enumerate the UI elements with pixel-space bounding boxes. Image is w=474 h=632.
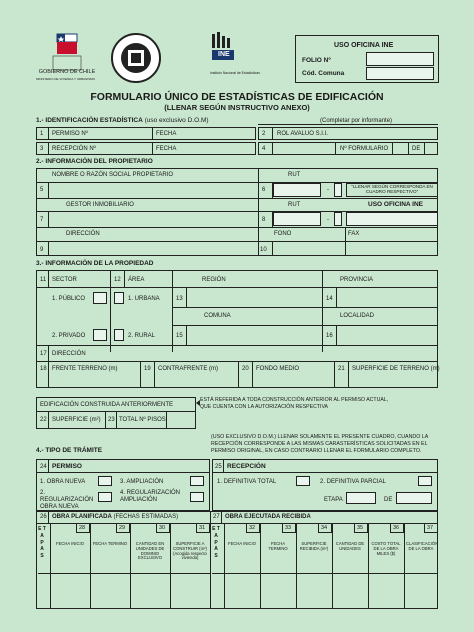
num-27: 27 — [213, 514, 220, 520]
ejecutada-col-label: CLASIFICACIÓN DE LA OBRA — [406, 541, 439, 551]
num-10: 10 — [260, 247, 267, 253]
rut-label-1: RUT — [288, 172, 301, 178]
num-12: 12 — [114, 277, 121, 283]
rut-dv-field-1[interactable] — [334, 183, 342, 197]
sector-label: SECTOR — [52, 277, 77, 283]
nota-text: "LLENAR SEGÚN CORRESPONDA EN CUADRO RESPECTIVO" — [351, 184, 433, 195]
num-1: 1 — [40, 131, 44, 137]
obra-planificada-title: OBRA PLANIFICADA — [52, 514, 112, 520]
fecha-label-2: FECHA — [156, 146, 177, 152]
num-18: 18 — [40, 366, 47, 372]
divider — [48, 459, 49, 472]
nformulario-label: Nº FORMULARIO — [340, 146, 389, 152]
ejecutada-col-number: 34 — [321, 525, 328, 531]
area-label: ÁREA — [128, 277, 145, 283]
section-1-title-text: 1.- IDENTIFICACIÓN ESTADÍSTICA — [36, 117, 143, 124]
contrafrente-label: CONTRAFRENTE (m) — [158, 366, 218, 372]
ejecutada-col-label: COSTO TOTAL DE LA OBRA MILES ($) — [371, 541, 401, 556]
num-23: 23 — [108, 417, 115, 423]
num-16: 16 — [326, 333, 333, 339]
rut-label-2: RUT — [288, 202, 301, 208]
divider — [90, 523, 91, 609]
divider — [212, 573, 438, 574]
num-7: 7 — [40, 217, 44, 223]
dash: - — [327, 187, 329, 193]
section-1-right-note: (Completar por informante) — [320, 118, 393, 124]
etapa-de-label: DE — [384, 497, 393, 503]
divider — [48, 270, 49, 287]
sector-check-privado[interactable] — [93, 329, 107, 341]
folio-label: FOLIO Nº — [302, 57, 331, 64]
sector-check-publico[interactable] — [93, 292, 107, 304]
de-label: DE — [412, 146, 421, 152]
divider — [48, 241, 49, 256]
num-21: 21 — [338, 366, 345, 372]
recepcion-label: RECEPCIÓN Nº — [52, 146, 96, 152]
frente-label: FRENTE TERRENO (m) — [52, 366, 118, 372]
recepcion-tramite-label: RECEPCIÓN — [227, 463, 266, 470]
divider — [166, 411, 167, 429]
divider — [48, 211, 49, 227]
divider — [336, 325, 337, 345]
obra-nueva-label: 1. OBRA NUEVA — [40, 479, 86, 485]
fondo-label: FONDO MEDIO — [256, 366, 299, 372]
divider — [36, 227, 438, 228]
check-definitiva-parcial[interactable] — [418, 476, 432, 486]
uso-oficina-field[interactable] — [346, 212, 438, 226]
divider — [223, 459, 224, 472]
etapa-field[interactable] — [346, 492, 376, 504]
divider — [408, 142, 409, 155]
divider — [224, 523, 225, 609]
divider — [221, 511, 222, 523]
ejecutada-col-label: FECHA INICIO — [228, 541, 256, 546]
area-check-urbana[interactable] — [114, 292, 124, 304]
edificacion-nota: ESTÁ REFERIDA A TODA CONSTRUCCIÓN ANTERIOR AL PERMISO ACTUAL, QUE CUENTA CON LA AUTORIZACIÓN RESPECTIVA — [200, 397, 389, 410]
comuna-code-field[interactable] — [366, 67, 434, 80]
obra-planificada-label — [52, 514, 178, 520]
divider — [36, 523, 438, 524]
privado-label: 2. PRIVADO — [52, 333, 86, 339]
divider — [172, 307, 438, 308]
obra-planificada-note: (FECHAS ESTIMADAS) — [113, 514, 179, 520]
ejecutada-col-label: FECHA TERMINO — [268, 541, 288, 551]
region-label: REGIÓN — [202, 277, 226, 283]
num-5: 5 — [40, 187, 44, 193]
regularizacion-obra-label: 2. REGULARIZACIÓN OBRA NUEVA — [40, 490, 94, 511]
planificada-col-label: CANTIDAD EN UNIDADES DE DOMINIO EXCLUSIVO — [135, 541, 165, 561]
etapa-label: ETAPA — [324, 497, 343, 503]
divider — [48, 411, 49, 429]
num-20: 20 — [242, 366, 249, 372]
divider — [368, 523, 369, 609]
gestor-label: GESTOR INMOBILIARIO — [66, 202, 134, 208]
section-4-nota: (USO EXCLUSIVO D.O.M.) LLENAR SOLAMENTE EL PRESENTE CUADRO, CUANDO LA RECEPCIÓN CORRESPONDE A LAS MISMAS CARASTERÍSTICAS SOLICITADAS EN EL PERMISO ORIGINAL, EN CASO CONTRARIO LLENAR EL FORMULARIO COMPLETO. — [211, 434, 429, 455]
divider — [124, 270, 125, 287]
divider — [172, 270, 173, 352]
arrow-icon — [196, 400, 200, 406]
etapa-de-field[interactable] — [396, 492, 432, 504]
fono-label: FONO — [274, 231, 292, 237]
num-2: 2 — [262, 131, 266, 137]
divider — [36, 241, 438, 242]
ejecutada-col-number: 35 — [357, 525, 364, 531]
edificacion-anterior-label: EDIFICACIÓN CONSTRUIDA ANTERIORMENTE — [40, 402, 174, 408]
divider — [260, 523, 261, 609]
form-subtitle: (LLENAR SEGÚN INSTRUCTIVO ANEXO) — [164, 103, 310, 112]
ine-logo-sub: Instituto Nacional de Estadísticas — [210, 71, 260, 75]
ejecutada-col-label: SUPERFICIE RECIBIDA (m²) — [299, 541, 329, 551]
superficie-terreno-label: SUPERFICIE DE TERRENO (m) — [352, 366, 440, 372]
check-regularizacion-ampliacion[interactable] — [190, 492, 204, 502]
divider — [48, 142, 49, 155]
office-use-box — [295, 35, 439, 83]
publico-label: 1. PÚBLICO — [52, 296, 86, 302]
obra-ejecutada-label: OBRA EJECUTADA RECIBIDA — [225, 514, 311, 520]
rut-field-2[interactable] — [273, 212, 321, 226]
rut-field-1[interactable] — [273, 183, 321, 197]
divider — [186, 287, 187, 307]
divider — [48, 182, 49, 198]
divider — [116, 411, 117, 429]
divider — [272, 127, 273, 140]
ejecutada-col-label: CANTIDAD DE UNIDADES — [335, 541, 365, 551]
form-title: FORMULARIO ÚNICO DE ESTADÍSTICAS DE EDIFICACIÓN — [90, 91, 384, 103]
uso-oficina-label: USO OFICINA INE — [368, 201, 424, 208]
divider — [50, 523, 51, 609]
num-26: 26 — [40, 514, 47, 520]
num-9: 9 — [40, 247, 44, 253]
num-13: 13 — [176, 296, 183, 302]
check-regularizacion-obra[interactable] — [98, 492, 112, 502]
num-24: 24 — [40, 464, 47, 470]
ejecutada-col-number: 32 — [249, 525, 256, 531]
dash: - — [327, 217, 329, 223]
divider — [322, 270, 323, 352]
gobierno-logo-text: GOBIERNO DE CHILE — [38, 69, 96, 75]
ejecutada-col-number: 37 — [427, 525, 434, 531]
fecha-label-1: FECHA — [156, 131, 177, 137]
section-2-title: 2.- INFORMACIÓN DEL PROPIETARIO — [36, 158, 153, 165]
gobierno-logo-sub: MINISTERIO DE VIVIENDA Y URBANISMO — [36, 77, 95, 81]
divider — [48, 345, 49, 361]
ampliacion-label: 3. AMPLIACIÓN — [120, 479, 164, 485]
office-use-title: USO OFICINA INE — [334, 42, 394, 49]
planificada-col-label: FECHA INICIO — [56, 541, 84, 546]
section-4-title: 4.- TIPO DE TRÁMITE — [36, 447, 103, 454]
obras-table — [36, 511, 438, 609]
divider — [332, 523, 333, 609]
divider — [130, 523, 131, 609]
planificada-col-number: 31 — [199, 525, 206, 531]
urbana-label: 1. URBANA — [128, 296, 160, 302]
direccion-label: DIRECCIÓN — [66, 231, 100, 237]
rural-label: 2. RURAL — [128, 333, 156, 339]
ine-logo — [208, 30, 268, 86]
divider — [186, 325, 187, 345]
divider — [38, 573, 210, 574]
num-19: 19 — [144, 366, 151, 372]
planificada-col-number: 30 — [159, 525, 166, 531]
check-definitiva-total[interactable] — [296, 476, 310, 486]
divider — [36, 472, 210, 473]
divider — [212, 472, 438, 473]
section-1-title — [36, 117, 209, 124]
check-ampliacion[interactable] — [190, 476, 204, 486]
camara-logo — [100, 32, 172, 84]
divider — [334, 361, 335, 388]
total-pisos-label: TOTAL Nº PISOS — [119, 417, 166, 423]
planificada-col-number: 29 — [119, 525, 126, 531]
divider — [140, 361, 141, 388]
divider — [404, 523, 405, 609]
divider — [258, 124, 438, 125]
ejecutada-col-number: 36 — [393, 525, 400, 531]
num-3: 3 — [40, 146, 44, 152]
divider — [272, 241, 273, 256]
divider — [110, 270, 111, 352]
divider — [172, 325, 438, 326]
divider — [36, 345, 438, 346]
divider — [36, 287, 438, 288]
num-8: 8 — [262, 217, 266, 223]
direccion-propiedad-label: DIRECCIÓN — [52, 351, 86, 357]
fax-label: FAX — [348, 231, 360, 237]
rol-label: ROL AVALUO S.I.I. — [277, 131, 328, 137]
num-15: 15 — [176, 333, 183, 339]
divider — [210, 511, 211, 609]
divider — [296, 523, 297, 609]
divider — [424, 142, 425, 155]
nombre-label: NOMBRE O RAZÓN SOCIAL PROPIETARIO — [52, 172, 174, 178]
divider — [252, 361, 253, 388]
check-obra-nueva[interactable] — [98, 476, 112, 486]
area-check-rural[interactable] — [114, 329, 124, 341]
ine-logo-text: INE — [218, 51, 230, 58]
regularizacion-ampliacion-label: 4. REGULARIZACIÓN AMPLIACIÓN — [120, 490, 181, 504]
definitiva-total-label: 1. DEFINITIVA TOTAL — [217, 479, 277, 485]
definitiva-parcial-label: 2. DEFINITIVA PARCIAL — [320, 479, 386, 485]
gobierno-logo — [38, 30, 96, 86]
divider — [48, 511, 49, 523]
num-17: 17 — [40, 351, 47, 357]
etapas-label-left: E T A P A S — [38, 526, 46, 559]
divider — [258, 168, 259, 256]
divider — [272, 142, 273, 155]
divider — [152, 127, 153, 140]
permiso-tramite-label: PERMISO — [52, 463, 82, 470]
superficie-label: SUPERFICIE (m²) — [52, 417, 101, 423]
num-11: 11 — [40, 277, 47, 283]
planificada-col-label: FECHA TERMINO — [92, 541, 128, 546]
divider — [335, 142, 336, 155]
planificada-col-number: 28 — [79, 525, 86, 531]
num-22: 22 — [40, 417, 47, 423]
section-1-title-note: (uso exclusivo D.O.M) — [144, 117, 209, 124]
num-4: 4 — [262, 146, 266, 152]
divider — [392, 142, 393, 155]
divider — [336, 287, 337, 307]
localidad-label: LOCALIDAD — [340, 313, 375, 319]
folio-field[interactable] — [366, 52, 434, 66]
divider — [48, 361, 49, 388]
divider — [152, 142, 153, 155]
comuna-label: COMUNA — [204, 313, 231, 319]
section-3-title: 3.- INFORMACIÓN DE LA PROPIEDAD — [36, 260, 154, 267]
divider — [36, 198, 438, 199]
num-6: 6 — [262, 187, 266, 193]
divider — [348, 361, 349, 388]
num-25: 25 — [215, 464, 222, 470]
divider — [170, 523, 171, 609]
ejecutada-col-number: 33 — [285, 525, 292, 531]
provincia-label: PROVINCIA — [340, 277, 374, 283]
permiso-label: PERMISO Nº — [52, 131, 88, 137]
planificada-col-label: SUPERFICIE A CONSTRUIR (m²) (Acogida respecto vivienda) — [173, 541, 207, 561]
rut-dv-field-2[interactable] — [334, 212, 342, 226]
etapas-label-right: E T A P A S — [212, 526, 220, 559]
divider — [238, 361, 239, 388]
divider — [36, 361, 438, 362]
comuna-code-label: Cód. Comuna — [302, 70, 345, 77]
divider — [48, 127, 49, 140]
divider — [154, 361, 155, 388]
num-14: 14 — [326, 296, 333, 302]
divider — [105, 411, 106, 429]
